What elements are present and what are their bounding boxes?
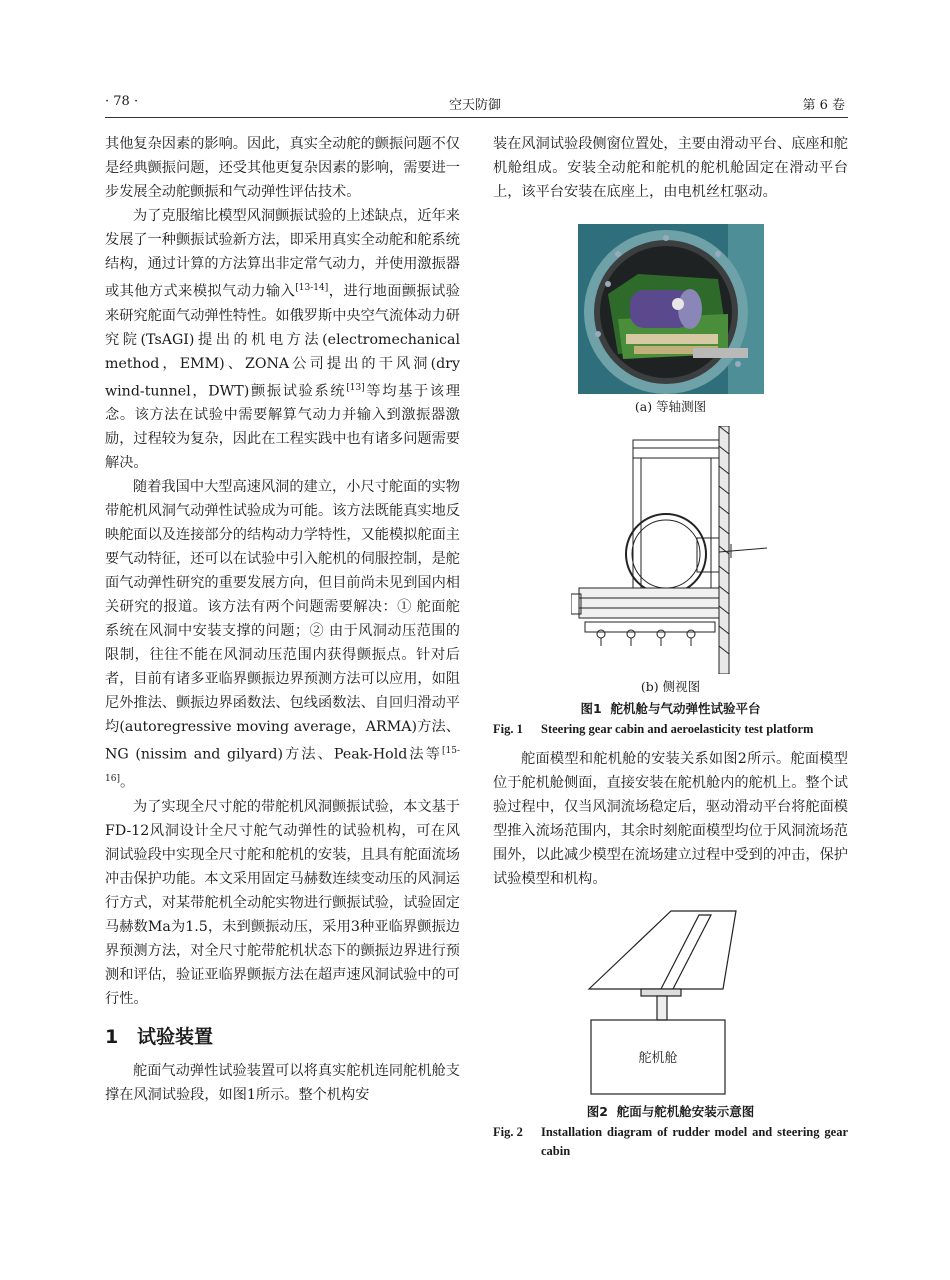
journal-title: 空天防御 [448, 98, 501, 113]
figure-2-title-en: Installation diagram of rudder model and steering gear cabin [541, 1125, 848, 1158]
section-heading [105, 1023, 460, 1051]
left-column [105, 132, 460, 1107]
figure-1a-caption: (a) 等轴测图 [634, 399, 707, 414]
paragraph: 舵面模型和舵机舱的安装关系如图2所示。舵面模型位于舵机舱侧面，直接安装在舵机舱内的舵机上。整个试验过程中，仅当风洞流场稳定后，驱动滑动平台将舵面模型推入流场范围内，其余时刻舵面模型均位于风洞流场范围外，以此减少模型在流场建立过程中受到的冲击，保护试验模型和机构。 [493, 751, 848, 887]
figure-1b-side-view [571, 426, 771, 674]
paragraph-text: 等均基于该理念。该方法在试验中需要解算气动力并输入到激振器激励，过程较为复杂，因此在工程实践中也有诸多问题需要解决。 [105, 383, 460, 472]
paragraph-text: 。 [119, 774, 135, 791]
figure-2-installation [571, 909, 771, 1095]
section-number: 1 [105, 1025, 119, 1048]
figure-2-caption-cn [493, 1101, 848, 1123]
paragraph: 舵面气动弹性试验装置可以将真实舵机连同舵机舱支撑在风洞试验段，如图1所示。整个机构安 [105, 1062, 460, 1103]
paragraph-text: ，进行地面颤振试验来研究舵面气动弹性特性。如俄罗斯中央空气流体动力研究院(TsAGI)提出的机电方法(electromechanical method，EMM)、ZONA公司提出的干风洞(dry wind-tunnel，DWT)颤振试验系统 [105, 283, 460, 400]
page-header [105, 94, 845, 116]
installation-diagram [571, 909, 771, 1095]
right-column [493, 132, 848, 1161]
page-number: · 78 · [105, 94, 139, 109]
paragraph-text: 为了克服缩比模型风洞颤振试验的上述缺点，近年来发展了一种颤振试验新方法，即采用真实全动舵和舵系统结构，通过计算的方法算出非定常气动力，并使用激振器或其他方式来模拟气动力输入 [105, 208, 460, 300]
isometric-render-image [578, 224, 764, 394]
figure-1-title-en: Steering gear cabin and aeroelasticity test platform [541, 722, 814, 736]
paragraph: 装在风洞试验段侧窗位置处，主要由滑动平台、底座和舵机舱组成。安装全动舵和舵机的舵机舱固定在滑动平台上，该平台安装在底座上，由电机丝杠驱动。 [493, 136, 848, 200]
figure-1-caption-en [493, 720, 848, 739]
steering-cabin-box-label: 舵机舱 [637, 1051, 678, 1066]
paragraph [105, 204, 460, 475]
paragraph-text: 随着我国中大型高速风洞的建立，小尺寸舵面的实物带舵机风洞气动弹性试验成为可能。该方法既能真实地反映舵面以及连接部分的结构动力学特性，又能模拟舵面主要气动特征，还可以在试验中引入舵机的伺服控制，是舵面气动弹性研究的重要发展方向，但目前尚未见到国内相关研究的报道。该方法有两个问题需要解决：① 舵面舵系统在风洞中安装支撑的问题；② 由于风洞动压范围的限制，往往不能在风洞动压范围内获得颤振点。针对后者，目前有诸多亚临界颤振边界预测方法可以应用，如阻尼外推法、颤振边界函数法、包线函数法、自回归滑动平均(autoregressive moving average，ARMA)方法、NG (nissim and gilyard)方法、Peak-Hold法等 [105, 479, 460, 764]
figure-1-title-cn: 舵机舱与气动弹性试验平台 [610, 701, 761, 716]
figure-1b-caption: (b) 侧视图 [640, 679, 701, 694]
paragraph [105, 475, 460, 794]
figure-2-label-cn: 图2 [586, 1104, 608, 1119]
figure-2-title-cn: 舵面与舵机舱安装示意图 [616, 1104, 755, 1119]
volume-label: 第 6 卷 [802, 98, 845, 113]
figure-1-caption-cn [493, 698, 848, 720]
citation[interactable]: [13] [346, 382, 365, 393]
paragraph: 为了实现全尺寸舵的带舵机风洞颤振试验，本文基于FD-12风洞设计全尺寸舵气动弹性的试验机构，可在风洞试验段中实现全尺寸舵和舵机的安装，且具有舵面流场冲击保护功能。本文采用固定马赫数连续变动压的风洞运行方式，对某带舵机全动舵实物进行颤振试验，试验固定马赫数Ma为1.5，未到颤振动压，采用3种亚临界颤振边界预测方法，对全尺寸舵带舵机状态下的颤振边界进行预测和评估，验证亚临界颤振方法在超声速风洞试验中的可行性。 [105, 798, 460, 1007]
side-view-drawing [571, 426, 771, 674]
figure-1-label-cn: 图1 [580, 701, 602, 716]
figure-1a-isometric [578, 224, 764, 394]
section-title: 试验装置 [137, 1025, 214, 1048]
paragraph: 其他复杂因素的影响。因此，真实全动舵的颤振问题不仅是经典颤振问题，还受其他更复杂因素的影响，需要进一步发展全动舵颤振和气动弹性评估技术。 [105, 136, 460, 200]
figure-2-caption-en [493, 1123, 848, 1161]
citation[interactable]: [13-14] [295, 283, 329, 293]
figure-2-label-en: Fig. 2 [493, 1125, 523, 1139]
header-rule [105, 117, 848, 118]
citation[interactable]: [15-16] [105, 746, 460, 785]
figure-1-label-en: Fig. 1 [493, 722, 523, 736]
